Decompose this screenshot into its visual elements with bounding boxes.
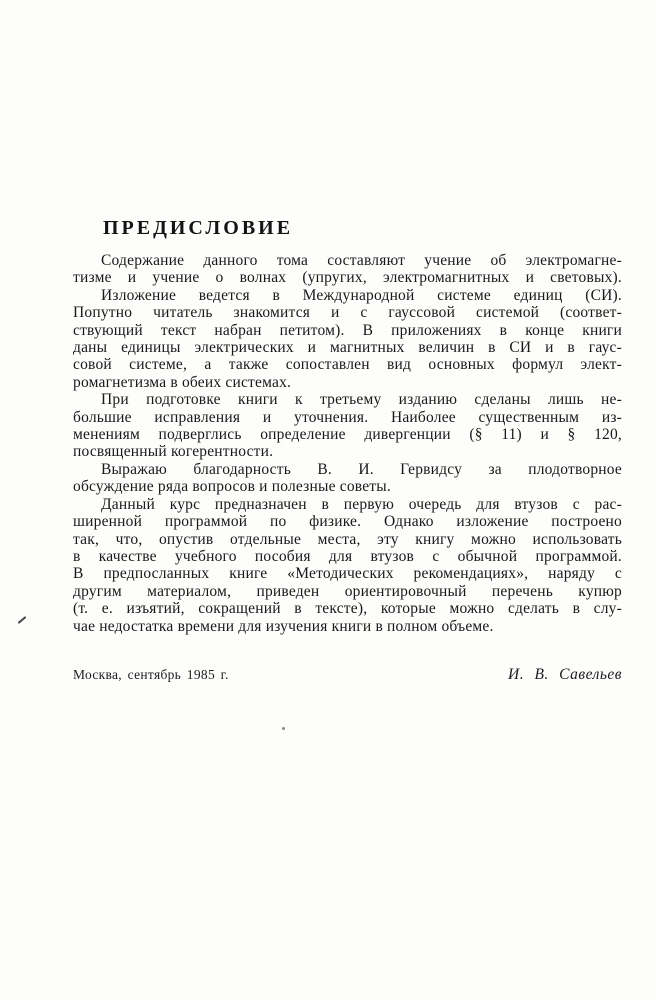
signature-row xyxy=(73,666,622,684)
preface-body xyxy=(73,252,622,635)
text-line: (т. е. изъятий, сокращений в тексте), которые можно сделать в слу- xyxy=(73,600,622,618)
paragraph xyxy=(73,496,622,635)
text-line: в качестве учебного пособия для втузов с обычной программой. xyxy=(73,547,622,565)
text-line: В предпосланных книге «Методических рекомендациях», наряду с xyxy=(73,565,622,583)
text-line: другим материалом, приведен ориентировочный перечень купюр xyxy=(73,582,622,600)
paragraph xyxy=(73,252,622,287)
paragraph xyxy=(73,461,622,496)
text-line: чае недостатка времени для изучения книги в полном объеме. xyxy=(73,617,494,635)
margin-tick-mark xyxy=(18,616,27,624)
text-line: большие исправления и уточнения. Наиболее существенным из- xyxy=(73,408,622,426)
text-line: Выражаю благодарность В. И. Гервидсу за плодотворное xyxy=(101,460,622,478)
text-line: Попутно читатель знакомится и с гауссовой системой (соответ- xyxy=(73,304,622,322)
text-line: Данный курс предназначен в первую очередь для втузов с рас- xyxy=(101,495,622,513)
author-signature: И. В. Савельев xyxy=(508,666,622,683)
text-line: ствующий текст набран петитом). В приложениях в конце книги xyxy=(73,321,622,339)
text-line: При подготовке книги к третьему изданию сделаны лишь не- xyxy=(101,391,622,409)
text-line: так, что, опустив отдельные места, эту книгу можно использовать xyxy=(73,530,622,548)
text-line: Содержание данного тома составляют учение об электромагне- xyxy=(101,252,622,269)
ink-speck xyxy=(282,727,285,730)
preface-heading: ПРЕДИСЛОВИЕ xyxy=(103,217,294,239)
text-line: посвященный когерентности. xyxy=(73,443,274,461)
text-line: совой системе, а также сопоставлен вид основных формул элект- xyxy=(73,356,622,374)
text-line: ширенной программой по физике. Однако изложение построено xyxy=(73,513,622,531)
paragraph xyxy=(73,391,622,461)
text-line: обсуждение ряда вопросов и полезные советы. xyxy=(73,478,391,496)
text-line: тизме и учение о волнах (упругих, электромагнитных и световых). xyxy=(73,269,622,287)
dateline: Москва, сентябрь 1985 г. xyxy=(73,667,229,682)
text-line: ромагнетизма в обеих системах. xyxy=(73,373,292,391)
text-line: менениям подверглись определение дивергенции (§ 11) и § 120, xyxy=(73,426,622,444)
text-line: Изложение ведется в Международной системе единиц (СИ). xyxy=(101,286,622,304)
paragraph xyxy=(73,287,622,391)
text-line: даны единицы электрических и магнитных величин в СИ и в гаус- xyxy=(73,339,622,357)
